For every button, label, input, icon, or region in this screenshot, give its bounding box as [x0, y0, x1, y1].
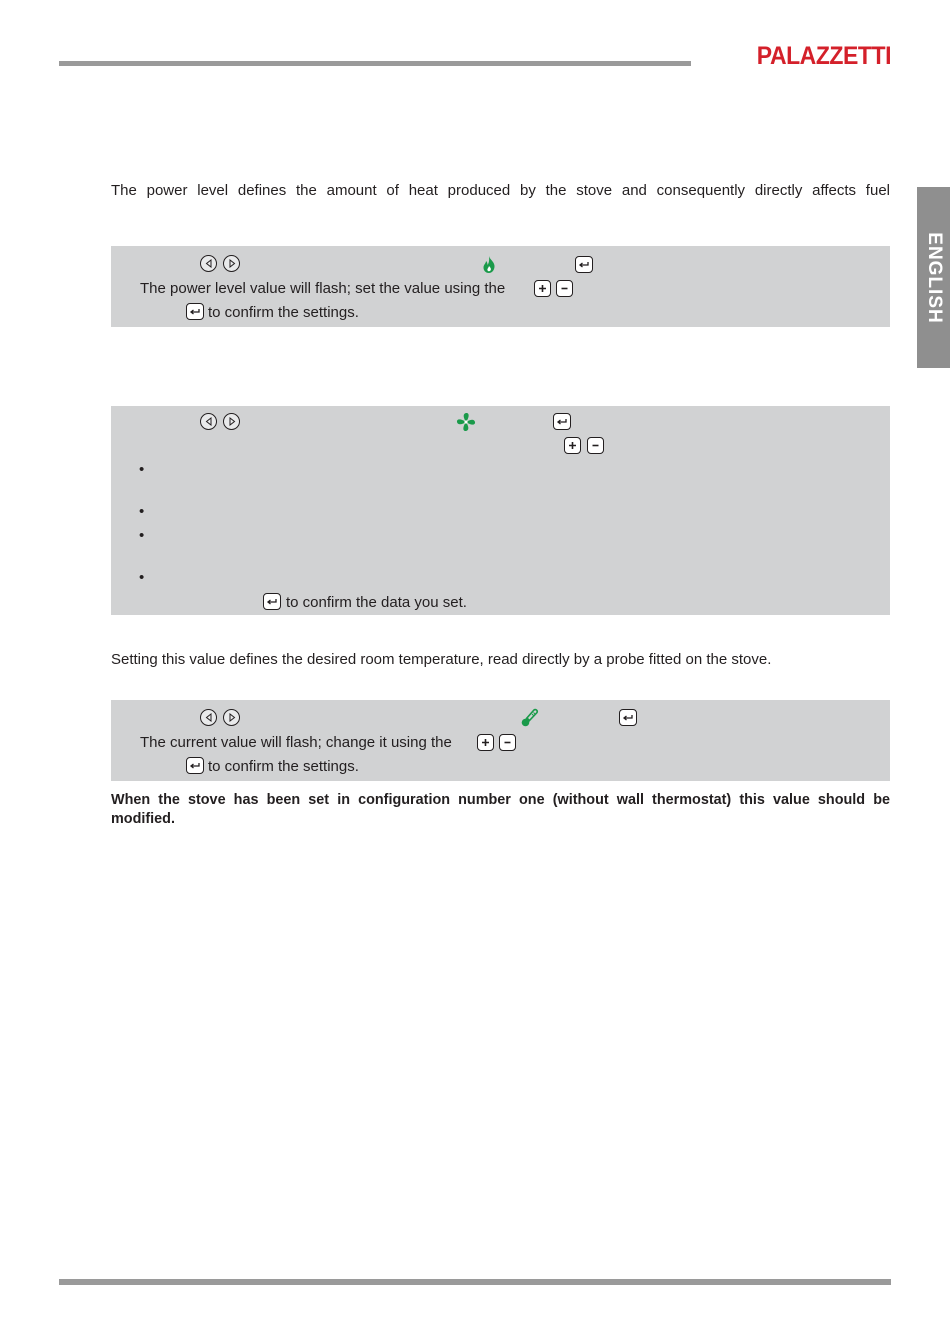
right-arrow-button-icon [223, 709, 240, 726]
room-temp-instruction-line [140, 733, 452, 753]
enter-key-icon [619, 709, 637, 726]
fan-bullet-3: • [139, 527, 145, 544]
footer-rule [59, 1279, 891, 1285]
power-confirm-text: to confirm the settings. [208, 304, 359, 321]
fan-bullet-4: • [139, 569, 145, 586]
nav-buttons [200, 255, 242, 273]
plus-key-icon [477, 734, 494, 751]
room-temp-confirm-text: to confirm the settings. [208, 758, 359, 775]
room-temp-intro-text: Setting this value defines the desired room temperature, read directly by a probe fitted on the stove. [111, 651, 772, 668]
left-arrow-button-icon [200, 255, 217, 272]
fan-bullet-1: • [139, 461, 145, 478]
nav-buttons [200, 413, 242, 431]
configuration-note: When the stove has been set in configuration number one (without wall thermostat) this value should be modified. [111, 792, 890, 827]
header-rule [59, 61, 691, 66]
power-instructions-panel [111, 246, 890, 327]
plus-key-icon [564, 437, 581, 454]
right-arrow-button-icon [223, 255, 240, 272]
language-tab-label: ENGLISH [923, 231, 945, 324]
enter-key-icon [575, 256, 593, 273]
left-arrow-button-icon [200, 413, 217, 430]
power-instruction-line [140, 279, 505, 299]
plus-key-icon [534, 280, 551, 297]
room-temp-instructions-panel [111, 700, 890, 781]
minus-key-icon [499, 734, 516, 751]
flame-icon [481, 255, 497, 279]
power-flash-text: The power level value will flash; set the value using the [140, 280, 506, 297]
right-arrow-button-icon [223, 413, 240, 430]
brand-logo: PALAZZETTI [756, 42, 891, 70]
minus-key-icon [556, 280, 573, 297]
language-tab [917, 187, 950, 368]
fan-icon [456, 412, 476, 437]
power-intro-text: The power level defines the amount of heat produced by the stove and consequently directly affects fuel [111, 182, 890, 199]
enter-key-icon [186, 757, 204, 774]
minus-key-icon [587, 437, 604, 454]
enter-key-icon [553, 413, 571, 430]
room-temp-flash-text: The current value will flash; change it using the [140, 734, 452, 751]
nav-buttons [200, 709, 242, 727]
fan-instructions-panel [111, 406, 890, 615]
fan-confirm-text: to confirm the data you set. [286, 594, 467, 611]
thermometer-icon [520, 708, 540, 733]
fan-bullet-2: • [139, 503, 145, 520]
enter-key-icon [186, 303, 204, 320]
enter-key-icon [263, 593, 281, 610]
left-arrow-button-icon [200, 709, 217, 726]
